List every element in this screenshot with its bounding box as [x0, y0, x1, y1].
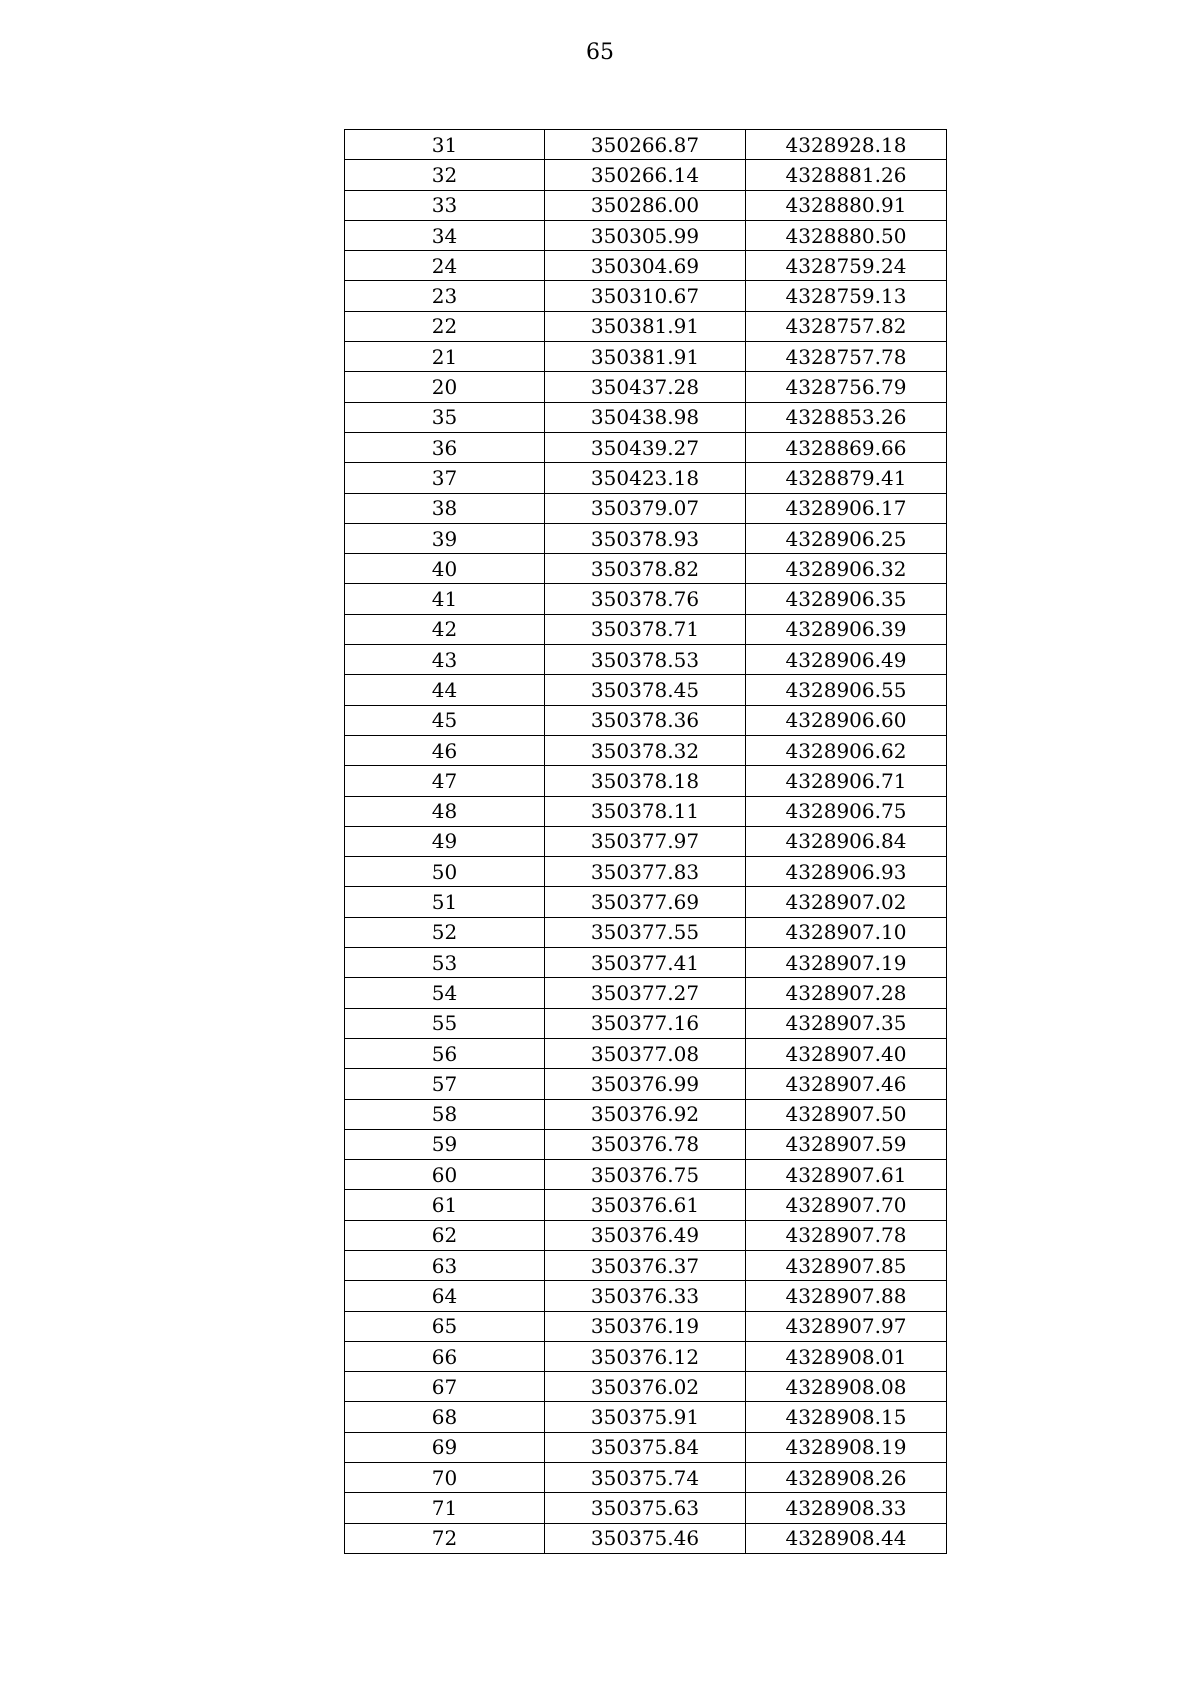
point-number-cell: 22	[345, 311, 545, 341]
x-coordinate-cell: 350266.14	[545, 160, 746, 190]
table-row	[345, 1463, 947, 1493]
x-coordinate-cell: 350377.41	[545, 948, 746, 978]
x-coordinate-cell: 350378.71	[545, 614, 746, 644]
y-coordinate-cell: 4328907.78	[746, 1220, 947, 1250]
x-coordinate-cell: 350377.16	[545, 1008, 746, 1038]
y-coordinate-cell: 4328907.46	[746, 1069, 947, 1099]
point-number-cell: 34	[345, 220, 545, 250]
x-coordinate-cell: 350377.69	[545, 887, 746, 917]
table-row	[345, 1311, 947, 1341]
y-coordinate-cell: 4328906.75	[746, 796, 947, 826]
table-row	[345, 190, 947, 220]
x-coordinate-cell: 350377.27	[545, 978, 746, 1008]
table-row	[345, 584, 947, 614]
table-row	[345, 432, 947, 462]
table-row	[345, 554, 947, 584]
x-coordinate-cell: 350378.76	[545, 584, 746, 614]
point-number-cell: 46	[345, 735, 545, 765]
table-row	[345, 614, 947, 644]
point-number-cell: 31	[345, 130, 545, 160]
y-coordinate-cell: 4328907.40	[746, 1038, 947, 1068]
x-coordinate-cell: 350266.87	[545, 130, 746, 160]
x-coordinate-cell: 350377.97	[545, 826, 746, 856]
table-row	[345, 1160, 947, 1190]
table-row	[345, 857, 947, 887]
y-coordinate-cell: 4328908.33	[746, 1493, 947, 1523]
point-number-cell: 24	[345, 251, 545, 281]
table-row	[345, 1069, 947, 1099]
table-row	[345, 1402, 947, 1432]
point-number-cell: 33	[345, 190, 545, 220]
y-coordinate-cell: 4328907.61	[746, 1160, 947, 1190]
point-number-cell: 63	[345, 1250, 545, 1280]
point-number-cell: 51	[345, 887, 545, 917]
y-coordinate-cell: 4328906.35	[746, 584, 947, 614]
table-row	[345, 342, 947, 372]
x-coordinate-cell: 350376.37	[545, 1250, 746, 1280]
point-number-cell: 56	[345, 1038, 545, 1068]
table-row	[345, 645, 947, 675]
x-coordinate-cell: 350438.98	[545, 402, 746, 432]
x-coordinate-cell: 350381.91	[545, 342, 746, 372]
y-coordinate-cell: 4328907.02	[746, 887, 947, 917]
y-coordinate-cell: 4328906.17	[746, 493, 947, 523]
point-number-cell: 47	[345, 766, 545, 796]
y-coordinate-cell: 4328756.79	[746, 372, 947, 402]
x-coordinate-cell: 350439.27	[545, 432, 746, 462]
x-coordinate-cell: 350378.18	[545, 766, 746, 796]
x-coordinate-cell: 350377.55	[545, 917, 746, 947]
x-coordinate-cell: 350376.78	[545, 1129, 746, 1159]
point-number-cell: 64	[345, 1281, 545, 1311]
x-coordinate-cell: 350375.91	[545, 1402, 746, 1432]
table-row	[345, 1129, 947, 1159]
table-row	[345, 160, 947, 190]
x-coordinate-cell: 350376.19	[545, 1311, 746, 1341]
table-row	[345, 766, 947, 796]
point-number-cell: 55	[345, 1008, 545, 1038]
x-coordinate-cell: 350376.33	[545, 1281, 746, 1311]
y-coordinate-cell: 4328907.70	[746, 1190, 947, 1220]
y-coordinate-cell: 4328906.49	[746, 645, 947, 675]
table-row	[345, 1250, 947, 1280]
y-coordinate-cell: 4328906.60	[746, 705, 947, 735]
table-row	[345, 1190, 947, 1220]
point-number-cell: 57	[345, 1069, 545, 1099]
point-number-cell: 69	[345, 1432, 545, 1462]
x-coordinate-cell: 350377.83	[545, 857, 746, 887]
y-coordinate-cell: 4328853.26	[746, 402, 947, 432]
table-row	[345, 735, 947, 765]
y-coordinate-cell: 4328908.26	[746, 1463, 947, 1493]
point-number-cell: 71	[345, 1493, 545, 1523]
y-coordinate-cell: 4328757.82	[746, 311, 947, 341]
x-coordinate-cell: 350376.02	[545, 1372, 746, 1402]
x-coordinate-cell: 350304.69	[545, 251, 746, 281]
y-coordinate-cell: 4328908.19	[746, 1432, 947, 1462]
point-number-cell: 45	[345, 705, 545, 735]
y-coordinate-cell: 4328906.39	[746, 614, 947, 644]
x-coordinate-cell: 350376.12	[545, 1341, 746, 1371]
y-coordinate-cell: 4328907.10	[746, 917, 947, 947]
point-number-cell: 41	[345, 584, 545, 614]
point-number-cell: 23	[345, 281, 545, 311]
page-number: 65	[586, 40, 614, 65]
x-coordinate-cell: 350423.18	[545, 463, 746, 493]
point-number-cell: 20	[345, 372, 545, 402]
y-coordinate-cell: 4328907.19	[746, 948, 947, 978]
y-coordinate-cell: 4328907.35	[746, 1008, 947, 1038]
y-coordinate-cell: 4328906.84	[746, 826, 947, 856]
x-coordinate-cell: 350375.84	[545, 1432, 746, 1462]
y-coordinate-cell: 4328928.18	[746, 130, 947, 160]
y-coordinate-cell: 4328879.41	[746, 463, 947, 493]
table-row	[345, 675, 947, 705]
table-row	[345, 978, 947, 1008]
x-coordinate-cell: 350310.67	[545, 281, 746, 311]
point-number-cell: 40	[345, 554, 545, 584]
table-row	[345, 1281, 947, 1311]
y-coordinate-cell: 4328906.32	[746, 554, 947, 584]
x-coordinate-cell: 350378.32	[545, 735, 746, 765]
x-coordinate-cell: 350376.61	[545, 1190, 746, 1220]
table-row	[345, 311, 947, 341]
point-number-cell: 65	[345, 1311, 545, 1341]
y-coordinate-cell: 4328908.08	[746, 1372, 947, 1402]
x-coordinate-cell: 350376.92	[545, 1099, 746, 1129]
point-number-cell: 58	[345, 1099, 545, 1129]
x-coordinate-cell: 350378.11	[545, 796, 746, 826]
point-number-cell: 61	[345, 1190, 545, 1220]
table-row	[345, 1008, 947, 1038]
point-number-cell: 53	[345, 948, 545, 978]
point-number-cell: 37	[345, 463, 545, 493]
table-row	[345, 796, 947, 826]
y-coordinate-cell: 4328759.24	[746, 251, 947, 281]
table-row	[345, 1523, 947, 1553]
table-row	[345, 1372, 947, 1402]
x-coordinate-cell: 350305.99	[545, 220, 746, 250]
x-coordinate-cell: 350378.93	[545, 523, 746, 553]
x-coordinate-cell: 350378.36	[545, 705, 746, 735]
table-row	[345, 917, 947, 947]
table-row	[345, 1038, 947, 1068]
y-coordinate-cell: 4328908.15	[746, 1402, 947, 1432]
point-number-cell: 67	[345, 1372, 545, 1402]
y-coordinate-cell: 4328906.93	[746, 857, 947, 887]
x-coordinate-cell: 350375.74	[545, 1463, 746, 1493]
table-row	[345, 281, 947, 311]
table-row	[345, 1493, 947, 1523]
table-row	[345, 705, 947, 735]
table-row	[345, 948, 947, 978]
x-coordinate-cell: 350378.45	[545, 675, 746, 705]
point-number-cell: 52	[345, 917, 545, 947]
y-coordinate-cell: 4328869.66	[746, 432, 947, 462]
point-number-cell: 35	[345, 402, 545, 432]
y-coordinate-cell: 4328906.62	[746, 735, 947, 765]
x-coordinate-cell: 350377.08	[545, 1038, 746, 1068]
point-number-cell: 70	[345, 1463, 545, 1493]
point-number-cell: 38	[345, 493, 545, 523]
point-number-cell: 66	[345, 1341, 545, 1371]
y-coordinate-cell: 4328880.50	[746, 220, 947, 250]
point-number-cell: 32	[345, 160, 545, 190]
point-number-cell: 44	[345, 675, 545, 705]
x-coordinate-cell: 350376.49	[545, 1220, 746, 1250]
point-number-cell: 36	[345, 432, 545, 462]
table-row	[345, 826, 947, 856]
point-number-cell: 21	[345, 342, 545, 372]
table-row	[345, 493, 947, 523]
x-coordinate-cell: 350437.28	[545, 372, 746, 402]
x-coordinate-cell: 350381.91	[545, 311, 746, 341]
point-number-cell: 50	[345, 857, 545, 887]
coordinate-table	[344, 129, 947, 1554]
table-row	[345, 887, 947, 917]
y-coordinate-cell: 4328907.97	[746, 1311, 947, 1341]
y-coordinate-cell: 4328907.88	[746, 1281, 947, 1311]
point-number-cell: 59	[345, 1129, 545, 1159]
x-coordinate-cell: 350376.99	[545, 1069, 746, 1099]
x-coordinate-cell: 350376.75	[545, 1160, 746, 1190]
x-coordinate-cell: 350378.53	[545, 645, 746, 675]
y-coordinate-cell: 4328906.71	[746, 766, 947, 796]
y-coordinate-cell: 4328906.25	[746, 523, 947, 553]
y-coordinate-cell: 4328906.55	[746, 675, 947, 705]
table-row	[345, 130, 947, 160]
x-coordinate-cell: 350375.63	[545, 1493, 746, 1523]
table-row	[345, 220, 947, 250]
point-number-cell: 42	[345, 614, 545, 644]
x-coordinate-cell: 350378.82	[545, 554, 746, 584]
table-row	[345, 1432, 947, 1462]
x-coordinate-cell: 350379.07	[545, 493, 746, 523]
point-number-cell: 39	[345, 523, 545, 553]
point-number-cell: 60	[345, 1160, 545, 1190]
x-coordinate-cell: 350375.46	[545, 1523, 746, 1553]
point-number-cell: 68	[345, 1402, 545, 1432]
table-row	[345, 402, 947, 432]
table-row	[345, 523, 947, 553]
table-row	[345, 1341, 947, 1371]
y-coordinate-cell: 4328880.91	[746, 190, 947, 220]
point-number-cell: 48	[345, 796, 545, 826]
y-coordinate-cell: 4328907.28	[746, 978, 947, 1008]
y-coordinate-cell: 4328907.85	[746, 1250, 947, 1280]
y-coordinate-cell: 4328881.26	[746, 160, 947, 190]
point-number-cell: 49	[345, 826, 545, 856]
y-coordinate-cell: 4328757.78	[746, 342, 947, 372]
y-coordinate-cell: 4328908.01	[746, 1341, 947, 1371]
y-coordinate-cell: 4328908.44	[746, 1523, 947, 1553]
point-number-cell: 43	[345, 645, 545, 675]
point-number-cell: 62	[345, 1220, 545, 1250]
point-number-cell: 54	[345, 978, 545, 1008]
table-row	[345, 251, 947, 281]
table-row	[345, 463, 947, 493]
point-number-cell: 72	[345, 1523, 545, 1553]
x-coordinate-cell: 350286.00	[545, 190, 746, 220]
table-row	[345, 1220, 947, 1250]
y-coordinate-cell: 4328907.50	[746, 1099, 947, 1129]
table-row	[345, 1099, 947, 1129]
y-coordinate-cell: 4328759.13	[746, 281, 947, 311]
coordinate-table-body	[345, 130, 947, 1554]
table-row	[345, 372, 947, 402]
y-coordinate-cell: 4328907.59	[746, 1129, 947, 1159]
